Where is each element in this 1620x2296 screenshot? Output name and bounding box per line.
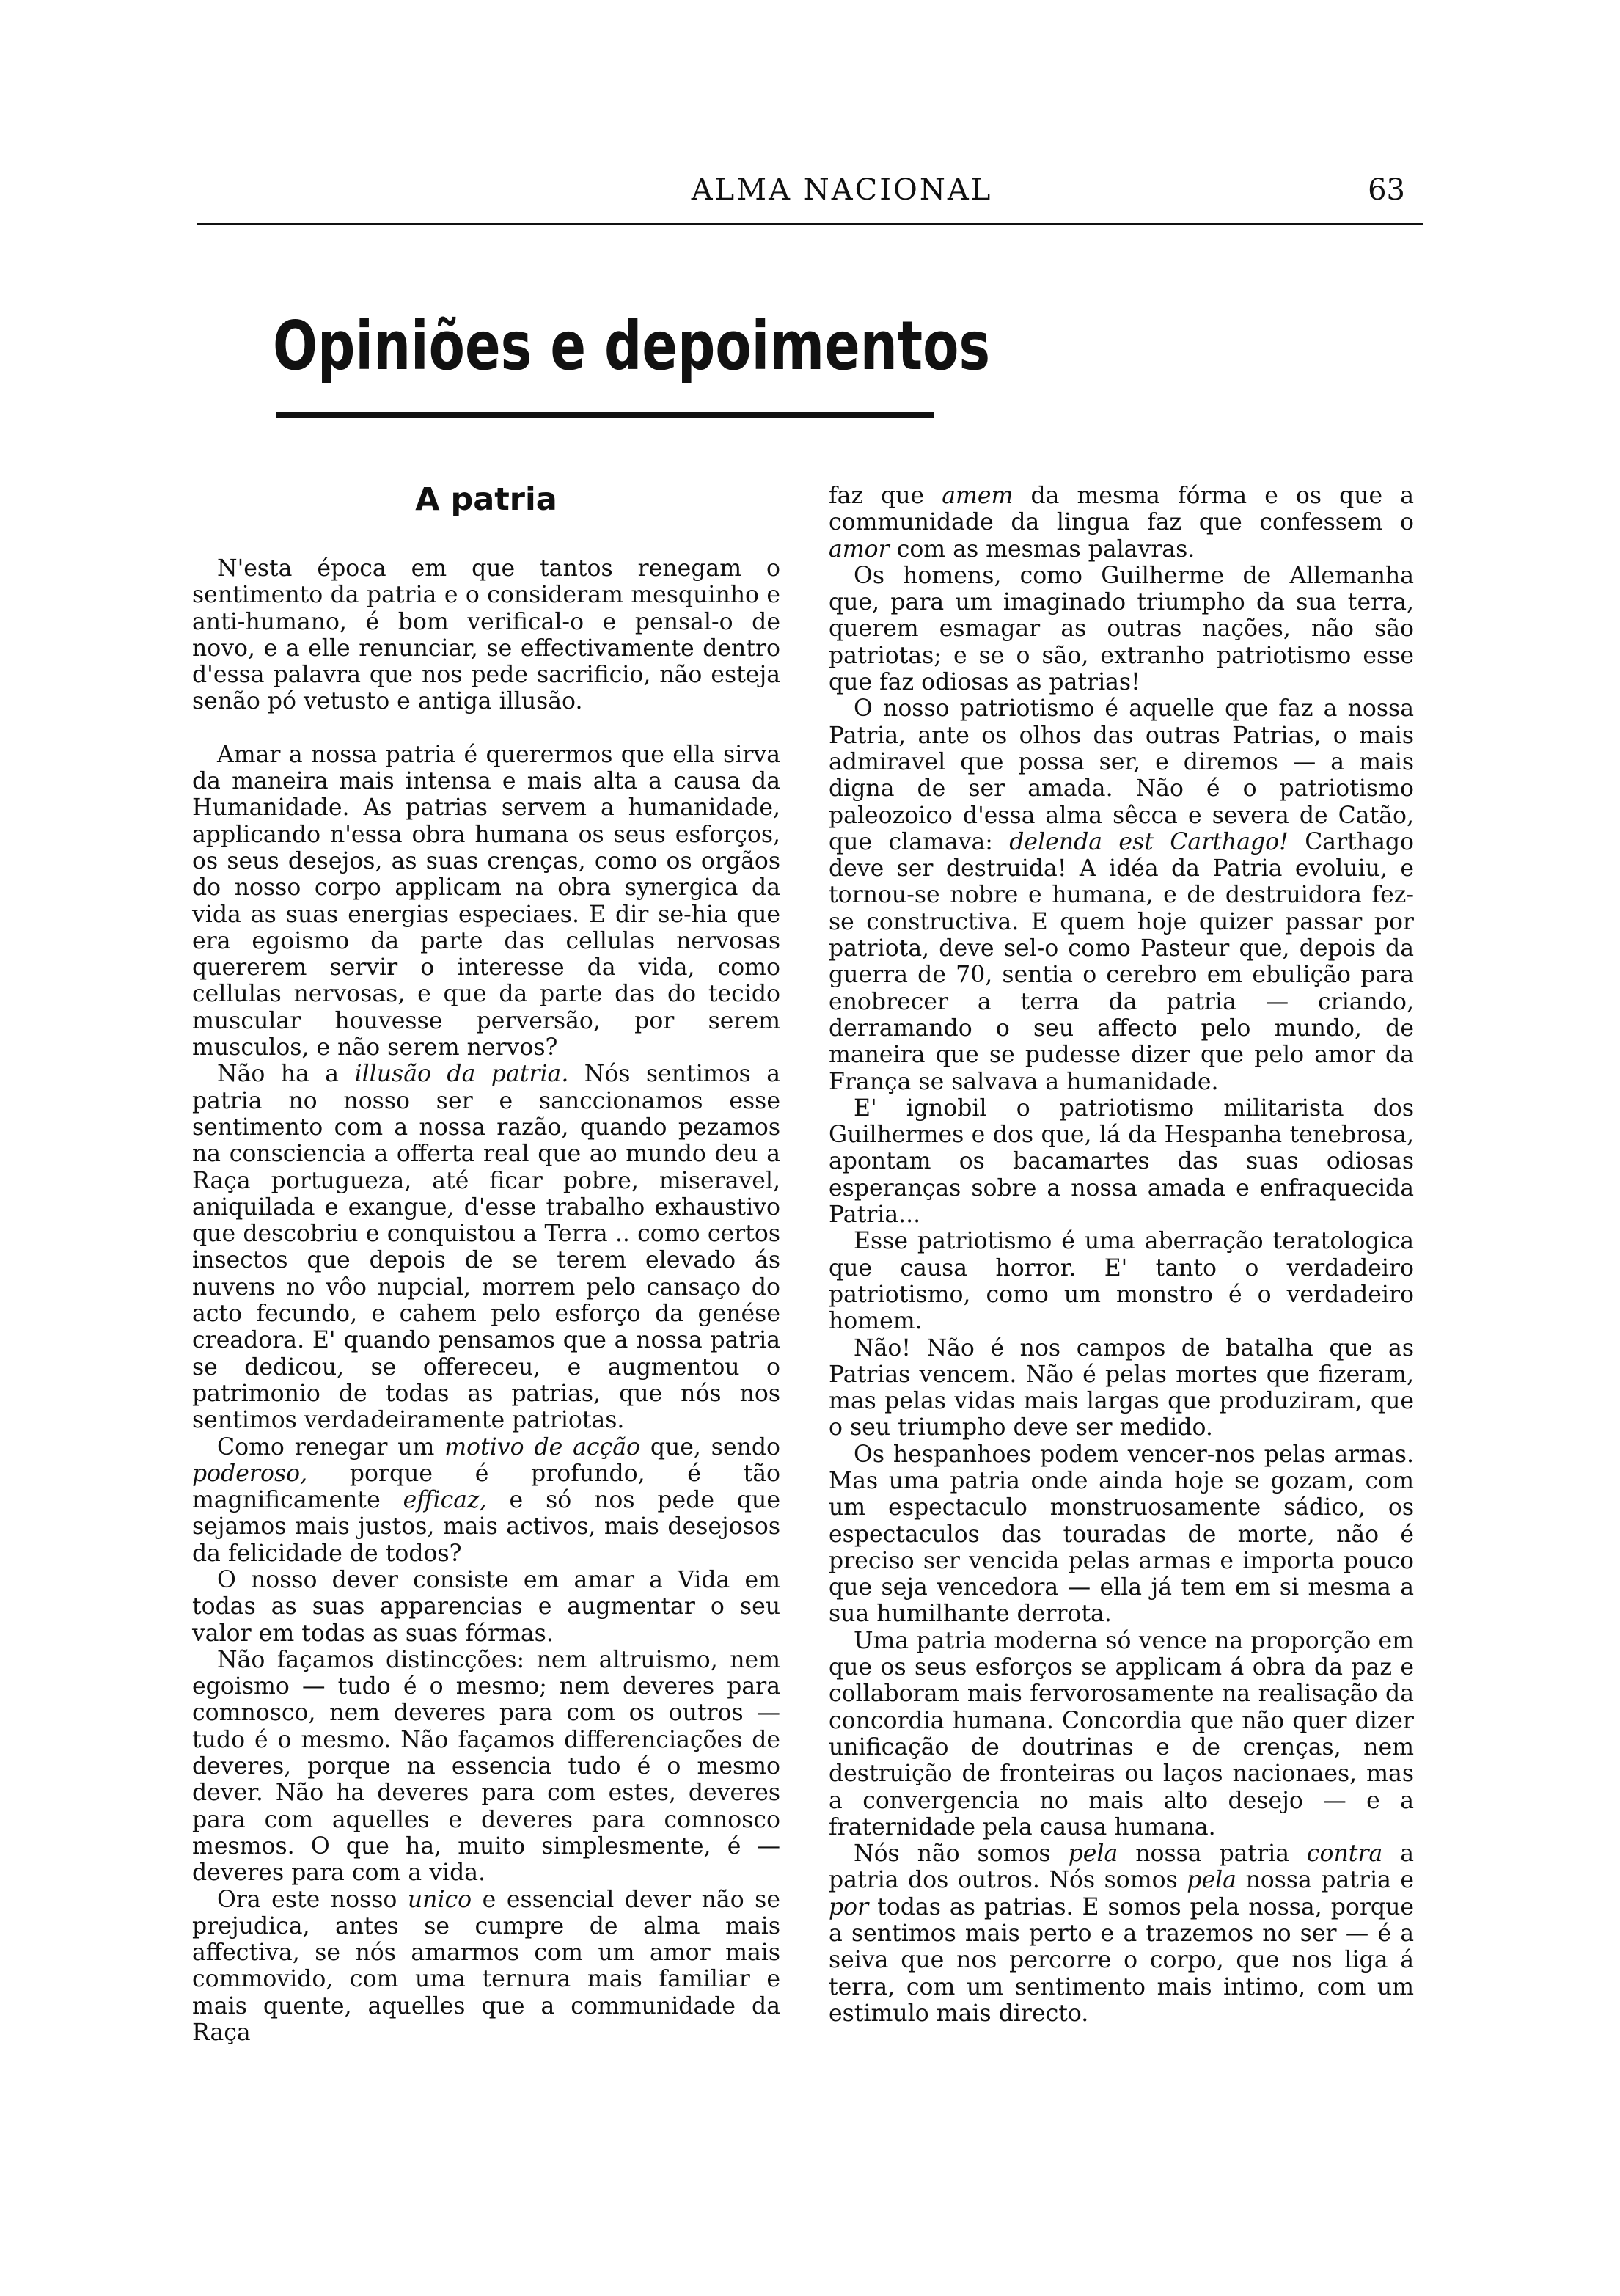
paragraph [829,483,1414,563]
italic-run: por [829,1893,869,1920]
italic-run: pela [1187,1867,1236,1894]
text-run: porque é profundo, é tão magnificamente [192,1460,780,1514]
italic-run: illusão da patria. [354,1061,569,1088]
article-title: Opiniões e depoimentos [273,307,991,385]
paragraph: Os homens, como Guilherme de Allemanha que, para um imaginado triumpho da sua terra, querem esmagar as outras nações, não são patriotas; e se o são, extranho patriotismo esse que faz odiosas as patrias! [829,562,1414,696]
paragraph [192,1887,780,2047]
page-number: 63 [1368,173,1405,207]
text-run: todas as patrias. E somos pela nossa, porque a sentimos mais perto e a trazemos no ser — é a seiva que nos percorre o corpo, que nos liga á terra, com um sentimento mais intimo, com um estimulo mais directo. [829,1893,1414,2027]
paragraph: E' ignobil o patriotismo militarista dos Guilhermes e dos que, lá da Hespanha tenebrosa, apontam os bacamartes das suas odiosas esperanças sobre a nossa amada e enfraquecida Patria... [829,1094,1414,1229]
paragraph: O nosso dever consiste em amar a Vida em todas as suas apparencias e augmentar o seu valor em todas as suas fórmas. [192,1566,780,1647]
text-run: e essencial dever não se prejudica, antes se cumpre de alma mais affectiva, se nós amarmos com um amor mais commovido, com uma ternura mais familiar e mais quente, aquelles que a communidade da Raça [192,1886,780,2047]
text-run: Carthago deve ser destruida! A idéa da Patria evoluiu, e tornou-se nobre e humana, e de destruidora fez-se constructiva. E quem hoje quizer passar por patriota, deve sel-o como Pasteur que, depois da guerra de 70, sentia o cerebro em ebulição para enobrecer a terra da patria — criando, derramando o seu affecto pelo mundo, de maneira que se pudesse dizer que pelo amor da França se salvava a humanidade. [829,828,1414,1095]
text-run: que, sendo [639,1433,781,1460]
left-column [192,555,780,2046]
right-column [829,483,1414,2027]
paragraph: Uma patria moderna só vence na proporção em que os seus esforços se applicam á obra da paz e collaboram mais fervorosamente na realisação da concordia humana. Concordia que não quer dizer unificação de doutrinas e de crenças, nem destruição de fronteiras ou laços nacionaes, mas a convergencia no mais alto desejo — e a fraternidade pela causa humana. [829,1627,1414,1840]
paragraph [192,1061,780,1433]
text-run: e só nos pede que sejamos mais justos, mais activos, mais desejosos da felicidade de todos? [192,1487,780,1567]
paragraph [192,1434,780,1567]
paragraph: Amar a nossa patria é querermos que ella sirva da maneira mais intensa e mais alta a causa da Humanidade. As patrias servem a humanidade, applicando n'essa obra humana os seus esforços, os seus desejos, as suas crenças, como os orgãos do nosso corpo applicam na obra synergica da vida as suas energias especiaes. E dir se-hia que era egoismo da parte das cellulas nervosas quererem servir o interesse da vida, como cellulas nervosas, e que da parte das do tecido muscular houvesse perversão, por serem musculos, e não serem nervos? [192,741,780,1061]
text-run: Nós não somos [854,1840,1069,1868]
text-run: Ora este nosso [217,1886,408,1913]
paragraph: N'esta época em que tantos renegam o sentimento da patria e o consideram mesquinho e anti-humano, é bom verifical-o e pensal-o de novo, e a elle renunciar, se effectivamente dentro d'essa palavra que nos pede sacrificio, não esteja senão pó vetusto e antiga illusão. [192,555,780,715]
italic-run: contra [1306,1840,1383,1868]
text-run: O nosso patriotismo é aquelle que faz a nossa Patria, ante os olhos das outras Patrias, o mais admiravel que possa ser, e diremos — a mais digna de ser amada. Não é o patriotismo paleozoico d'essa alma sêcca e severa de Catão, que clamava: [829,695,1414,855]
paragraph: Esse patriotismo é uma aberração teratologica que causa horror. E' tanto o verdadeiro patriotismo, como um monstro é o verdadeiro homem. [829,1228,1414,1335]
italic-run: amor [829,535,890,563]
text-run: a patria dos outros. Nós somos [829,1840,1414,1894]
text-run: nossa patria [1118,1840,1307,1868]
italic-run: unico [407,1886,472,1913]
title-rule [276,412,934,418]
text-run: Como renegar um [217,1433,445,1460]
paragraph [829,695,1414,1094]
paragraph: Não façamos distincções: nem altruismo, nem egoismo — tudo é o mesmo; nem deveres para comnosco, nem deveres para com os outros — tudo é o mesmo. Não façamos differenciações de deveres, porque na essencia tudo é o mesmo dever. Não ha deveres para com estes, deveres para com aquelles e deveres para comnosco mesmos. O que ha, muito simplesmente, é — deveres para com a vida. [192,1646,780,1887]
text-run: Não ha a [217,1061,355,1088]
italic-run: delenda est Carthago! [1009,828,1289,855]
section-heading: A patria [415,481,557,518]
running-title: ALMA NACIONAL [691,173,993,207]
text-run: Nós sentimos a patria no nosso ser e sanccionamos esse sentimento com a nossa razão, quando pezamos na consciencia a offerta real que ao mundo deu a Raça portugueza, até ficar pobre, miseravel, aniquilada e exangue, d'esse trabalho exhaustivo que descobriu e conquistou a Terra .. como certos insectos que depois de se terem elevado ás nuvens no vôo nupcial, morrem pelo cansaço do acto fecundo, e cahem pelo esforço da genése creadora. E' quando pensamos que a nossa patria se dedicou, se offereceu, e augmentou o patrimonio de todas as patrias, que nós nos sentimos verdadeiramente patriotas. [192,1061,781,1434]
italic-run: efficaz, [403,1487,487,1514]
text-run: da mesma fórma e os que a communidade da lingua faz que confessem o [829,483,1414,536]
running-header [197,170,1423,225]
italic-run: motivo de acção [444,1433,640,1460]
italic-run: amem [942,483,1014,509]
paragraph: Os hespanhoes podem vencer-nos pelas armas. Mas uma patria onde ainda hoje se gozam, com um espectaculo monstruosamente sádico, os espectaculos das touradas de morte, não é preciso ser vencida pelas armas e importa pouco que seja vencedora — ella já tem em si mesma a sua humilhante derrota. [829,1441,1414,1628]
text-run: com as mesmas palavras. [889,535,1195,563]
italic-run: poderoso, [192,1460,308,1487]
text-run: nossa patria e [1236,1867,1414,1894]
text-run: faz que [829,483,942,509]
paragraph [829,1840,1414,2027]
paragraph: Não! Não é nos campos de batalha que as Patrias vencem. Não é pelas mortes que fizeram, mas pelas vidas mais largas que produziram, que o seu triumpho deve ser medido. [829,1334,1414,1441]
italic-run: pela [1068,1840,1118,1868]
